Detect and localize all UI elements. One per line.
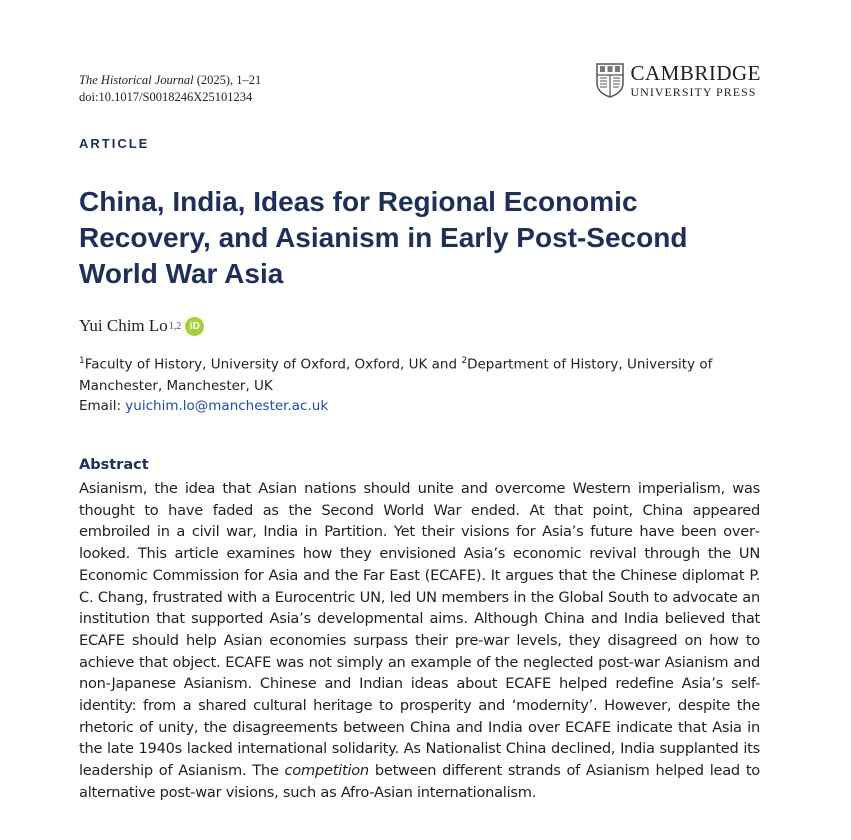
article-first-page — [79, 0, 761, 840]
journal-line — [79, 72, 261, 89]
affiliations — [79, 351, 719, 397]
abstract-text — [79, 478, 760, 804]
abstract-text-part-2: between different strands of Asianism helped lead to alternative post-war visions, such as Afro-Asian internationalism. — [79, 762, 760, 801]
author-affiliation-marks: 1,2 — [168, 320, 182, 332]
affiliation-1-mark: 1 — [79, 356, 85, 366]
publisher-name: CAMBRIDGE — [630, 61, 761, 85]
publisher-subtitle: UNIVERSITY PRESS — [630, 85, 757, 99]
journal-name: The Historical Journal — [79, 73, 194, 87]
email-label: Email: — [79, 398, 126, 414]
affiliation-2: Department of History, University of Manchester, Manchester, UK — [79, 356, 713, 394]
publisher-wordmark — [630, 63, 761, 98]
abstract-text-part-1: Asianism, the idea that Asian nations should unite and overcome Western imperialism, was thought to have faded as the Second World War ended. At that point, China appeared embroiled in a civil war, India in Partition. Yet their visions for Asia’s future have been overlooked. This article examines how they envisioned Asia’s economic revival through the UN Economic Commission for Asia and the Far East (ECAFE). It argues that the Chinese diplomat P. C. Chang, frustrated with a Eurocentric UN, led UN members in the Global South to advocate an institution that supported Asia’s developmental aims. Although China and India believed that ECAFE should help Asian economies surpass their pre-war levels, they disagreed on how to achieve that object. ECAFE was not simply an example of the neglected post-war Asianism and non-Japanese Asianism. Chinese and Indian ideas about ECAFE helped redefine Asia’s self-identity: from a shared cultural heritage to prosperity and ‘modernity’. However, despite the rhetoric of unity, the disagreements between China and India over ECAFE indicate that Asia in the late 1940s lacked international solidarity. As Nationalist China declined, India supplanted its leadership of Asianism. The — [79, 480, 760, 780]
affiliation-1: Faculty of History, University of Oxford, Oxford, UK and — [84, 356, 462, 373]
affiliation-2-mark: 2 — [461, 356, 468, 366]
journal-citation — [79, 72, 261, 106]
email-link[interactable]: yuichim.lo@manchester.ac.uk — [125, 398, 329, 414]
publisher-logo — [596, 63, 761, 98]
author-email — [79, 396, 328, 417]
journal-year-pages: (2025), 1–21 — [193, 73, 262, 87]
abstract-emphasis: competition — [284, 762, 369, 780]
orcid-icon[interactable]: iD — [185, 317, 204, 336]
abstract-heading: Abstract — [79, 457, 149, 473]
article-type-label: ARTICLE — [79, 136, 150, 151]
article-title: China, India, Ideas for Regional Economic Recovery, and Asianism in Early Post-Second World War Asia — [79, 186, 688, 289]
author-name: Yui Chim Lo — [79, 316, 168, 335]
cambridge-shield-icon — [596, 63, 624, 98]
journal-doi: doi:10.1017/S0018246X25101234 — [79, 90, 253, 104]
author-line — [79, 316, 204, 336]
